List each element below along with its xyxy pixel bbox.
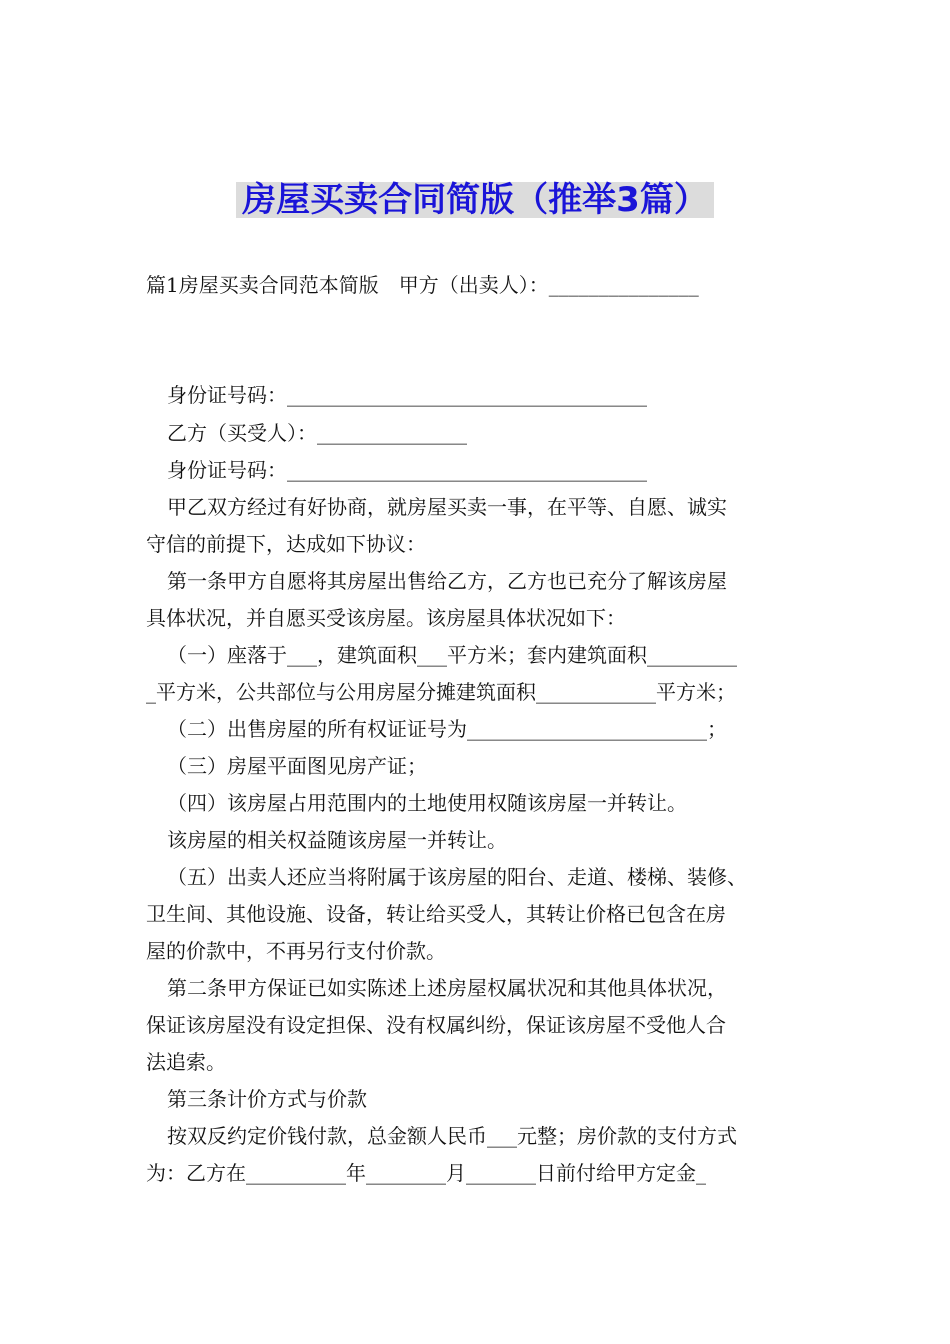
text-line: 第一条甲方自愿将其房屋出售给乙方，乙方也已充分了解该房屋 [167, 569, 727, 593]
text-line: （二）出售房屋的所有权证证号为________________________； [167, 717, 727, 741]
text-line: （一）座落于___，建筑面积___平方米；套内建筑面积_________ [167, 643, 737, 667]
text-line: （三）房屋平面图见房产证； [167, 754, 427, 778]
text-line: 具体状况，并自愿买受该房屋。该房屋具体状况如下： [146, 606, 626, 630]
text-line: 守信的前提下，达成如下协议： [146, 532, 426, 556]
text-line: 甲乙双方经过有好协商，就房屋买卖一事，在平等、自愿、诚实 [167, 495, 727, 519]
document-title: 房屋买卖合同简版（推举3篇） [236, 176, 714, 224]
text-line: 身份证号码：____________________________________ [167, 458, 647, 482]
text-line: 身份证号码：____________________________________ [167, 383, 647, 407]
text-line: 第三条计价方式与价款 [167, 1087, 367, 1111]
text-line: 第二条甲方保证已如实陈述上述房屋权属状况和其他具体状况， [167, 976, 727, 1000]
text-line: （四）该房屋占用范围内的土地使用权随该房屋一并转让。 [167, 791, 687, 815]
text-line: 卫生间、其他设施、设备，转让给买受人，其转让价格已包含在房 [146, 902, 726, 926]
title-wrap [0, 176, 950, 224]
text-line: 屋的价款中，不再另行支付价款。 [146, 939, 446, 963]
text-line: 篇1房屋买卖合同范本简版 甲方（出卖人）：_______________ [146, 273, 699, 297]
text-line: （五）出卖人还应当将附属于该房屋的阳台、走道、楼梯、装修、 [167, 865, 747, 889]
text-line: _平方米，公共部位与公用房屋分摊建筑面积____________平方米； [146, 680, 736, 704]
text-line: 乙方（买受人）：_______________ [167, 421, 467, 445]
text-line: 为：乙方在__________年________月_______日前付给甲方定金_ [146, 1161, 706, 1185]
text-line: 该房屋的相关权益随该房屋一并转让。 [167, 828, 507, 852]
text-line: 按双反约定价钱付款，总金额人民币___元整；房价款的支付方式 [167, 1124, 737, 1148]
text-line: 法追索。 [146, 1050, 226, 1074]
text-line: 保证该房屋没有设定担保、没有权属纠纷，保证该房屋不受他人合 [146, 1013, 726, 1037]
